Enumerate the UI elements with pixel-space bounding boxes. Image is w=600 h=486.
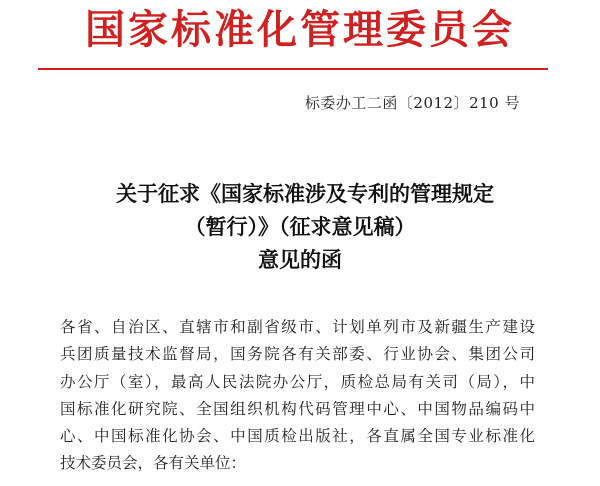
body-line: 心、中国标准化协会、中国质检出版社，各直属全国专业标准化 (60, 427, 535, 446)
title-line-3: 意见的函 (258, 248, 342, 272)
body-line: 兵团质量技术监督局，国务院各有关部委、行业协会、集团公司 (60, 345, 535, 364)
body-line: 技术委员会，各有关单位： (60, 454, 247, 473)
header-red-rule (38, 68, 548, 70)
issuing-organization-header: 国家标准化管理委员会 (85, 7, 515, 53)
title-line-2: （暂行）》（征求意见稿） (184, 215, 416, 239)
body-line: 办公厅（室），最高人民法院办公厅，质检总局有关司（局），中 (60, 372, 535, 391)
addressee-paragraph (60, 314, 535, 478)
document-number: 标委办工二函〔2012〕210 号 (304, 94, 520, 112)
document-title (0, 178, 600, 277)
title-line-1: 关于征求《国家标准涉及专利的管理规定 (116, 182, 494, 206)
body-line: 各省、自治区、直辖市和副省级市、计划单列市及新疆生产建设 (60, 318, 535, 336)
body-line: 国标准化研究院、全国组织机构代码管理中心、中国物品编码中 (60, 399, 535, 418)
